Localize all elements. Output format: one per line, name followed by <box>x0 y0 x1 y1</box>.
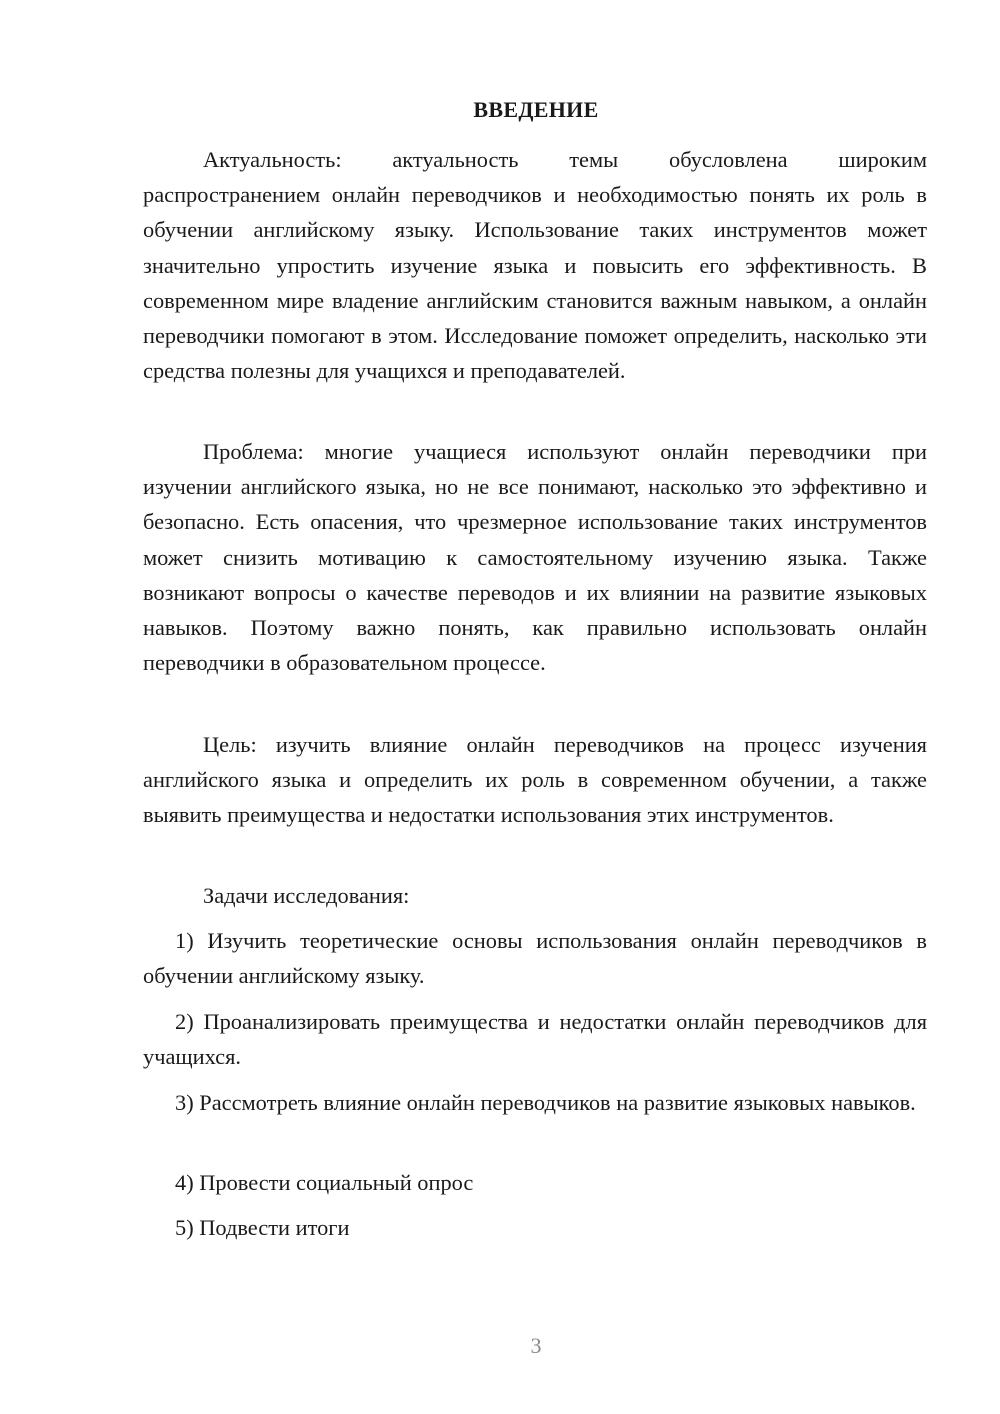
task-item-3 <box>143 1085 927 1120</box>
problem-text: Проблема: многие учащиеся используют онлайн переводчики при изучении английского языка, но не все понимают, насколько это эффективно и безопасно. Есть опасения, что чрезмерное использование таких инструментов может снизить мотивацию к самостоятельному изучению языка. Также возникают вопросы о качестве переводов и их влиянии на развитие языковых навыков. Поэтому важно понять, как правильно использовать онлайн переводчики в образовательном процессе. <box>143 439 927 676</box>
paragraph-relevance <box>143 142 927 388</box>
goal-text: Цель: изучить влияние онлайн переводчиков на процесс изучения английского языка и определить их роль в современном обучении, а также выявить преимущества и недостатки использования этих инструментов. <box>143 732 927 828</box>
tasks-heading-text: Задачи исследования: <box>203 883 410 908</box>
list-item: 1) Изучить теоретические основы использования онлайн переводчиков в обучении английскому языку. <box>143 928 927 989</box>
list-item: 2) Проанализировать преимущества и недостатки онлайн переводчиков для учащихся. <box>143 1009 927 1070</box>
task-item-1 <box>143 923 927 993</box>
task-item-5 <box>143 1210 927 1245</box>
paragraph-goal <box>143 727 927 833</box>
relevance-text: Актуальность: актуальность темы обусловлена широким распространением онлайн переводчиков и необходимостью понять их роль в обучении английскому языку. Использование таких инструментов может значительно упростить изучение языка и повысить его эффективность. В современном мире владение английским становится важным навыком, а онлайн переводчики помогают в этом. Исследование поможет определить, насколько эти средства полезны для учащихся и преподавателей. <box>143 147 927 384</box>
paragraph-tasks-heading <box>143 878 927 913</box>
list-item: 3) Рассмотреть влияние онлайн переводчиков на развитие языковых навыков. <box>175 1090 916 1115</box>
page-number: 3 <box>530 1333 542 1358</box>
paragraph-problem <box>143 434 927 680</box>
task-item-2 <box>143 1004 927 1074</box>
list-item: 4) Провести социальный опрос <box>175 1170 474 1195</box>
list-item: 5) Подвести итоги <box>175 1215 350 1240</box>
task-item-4 <box>143 1165 927 1200</box>
section-heading: ВВЕДЕНИЕ <box>473 97 599 122</box>
